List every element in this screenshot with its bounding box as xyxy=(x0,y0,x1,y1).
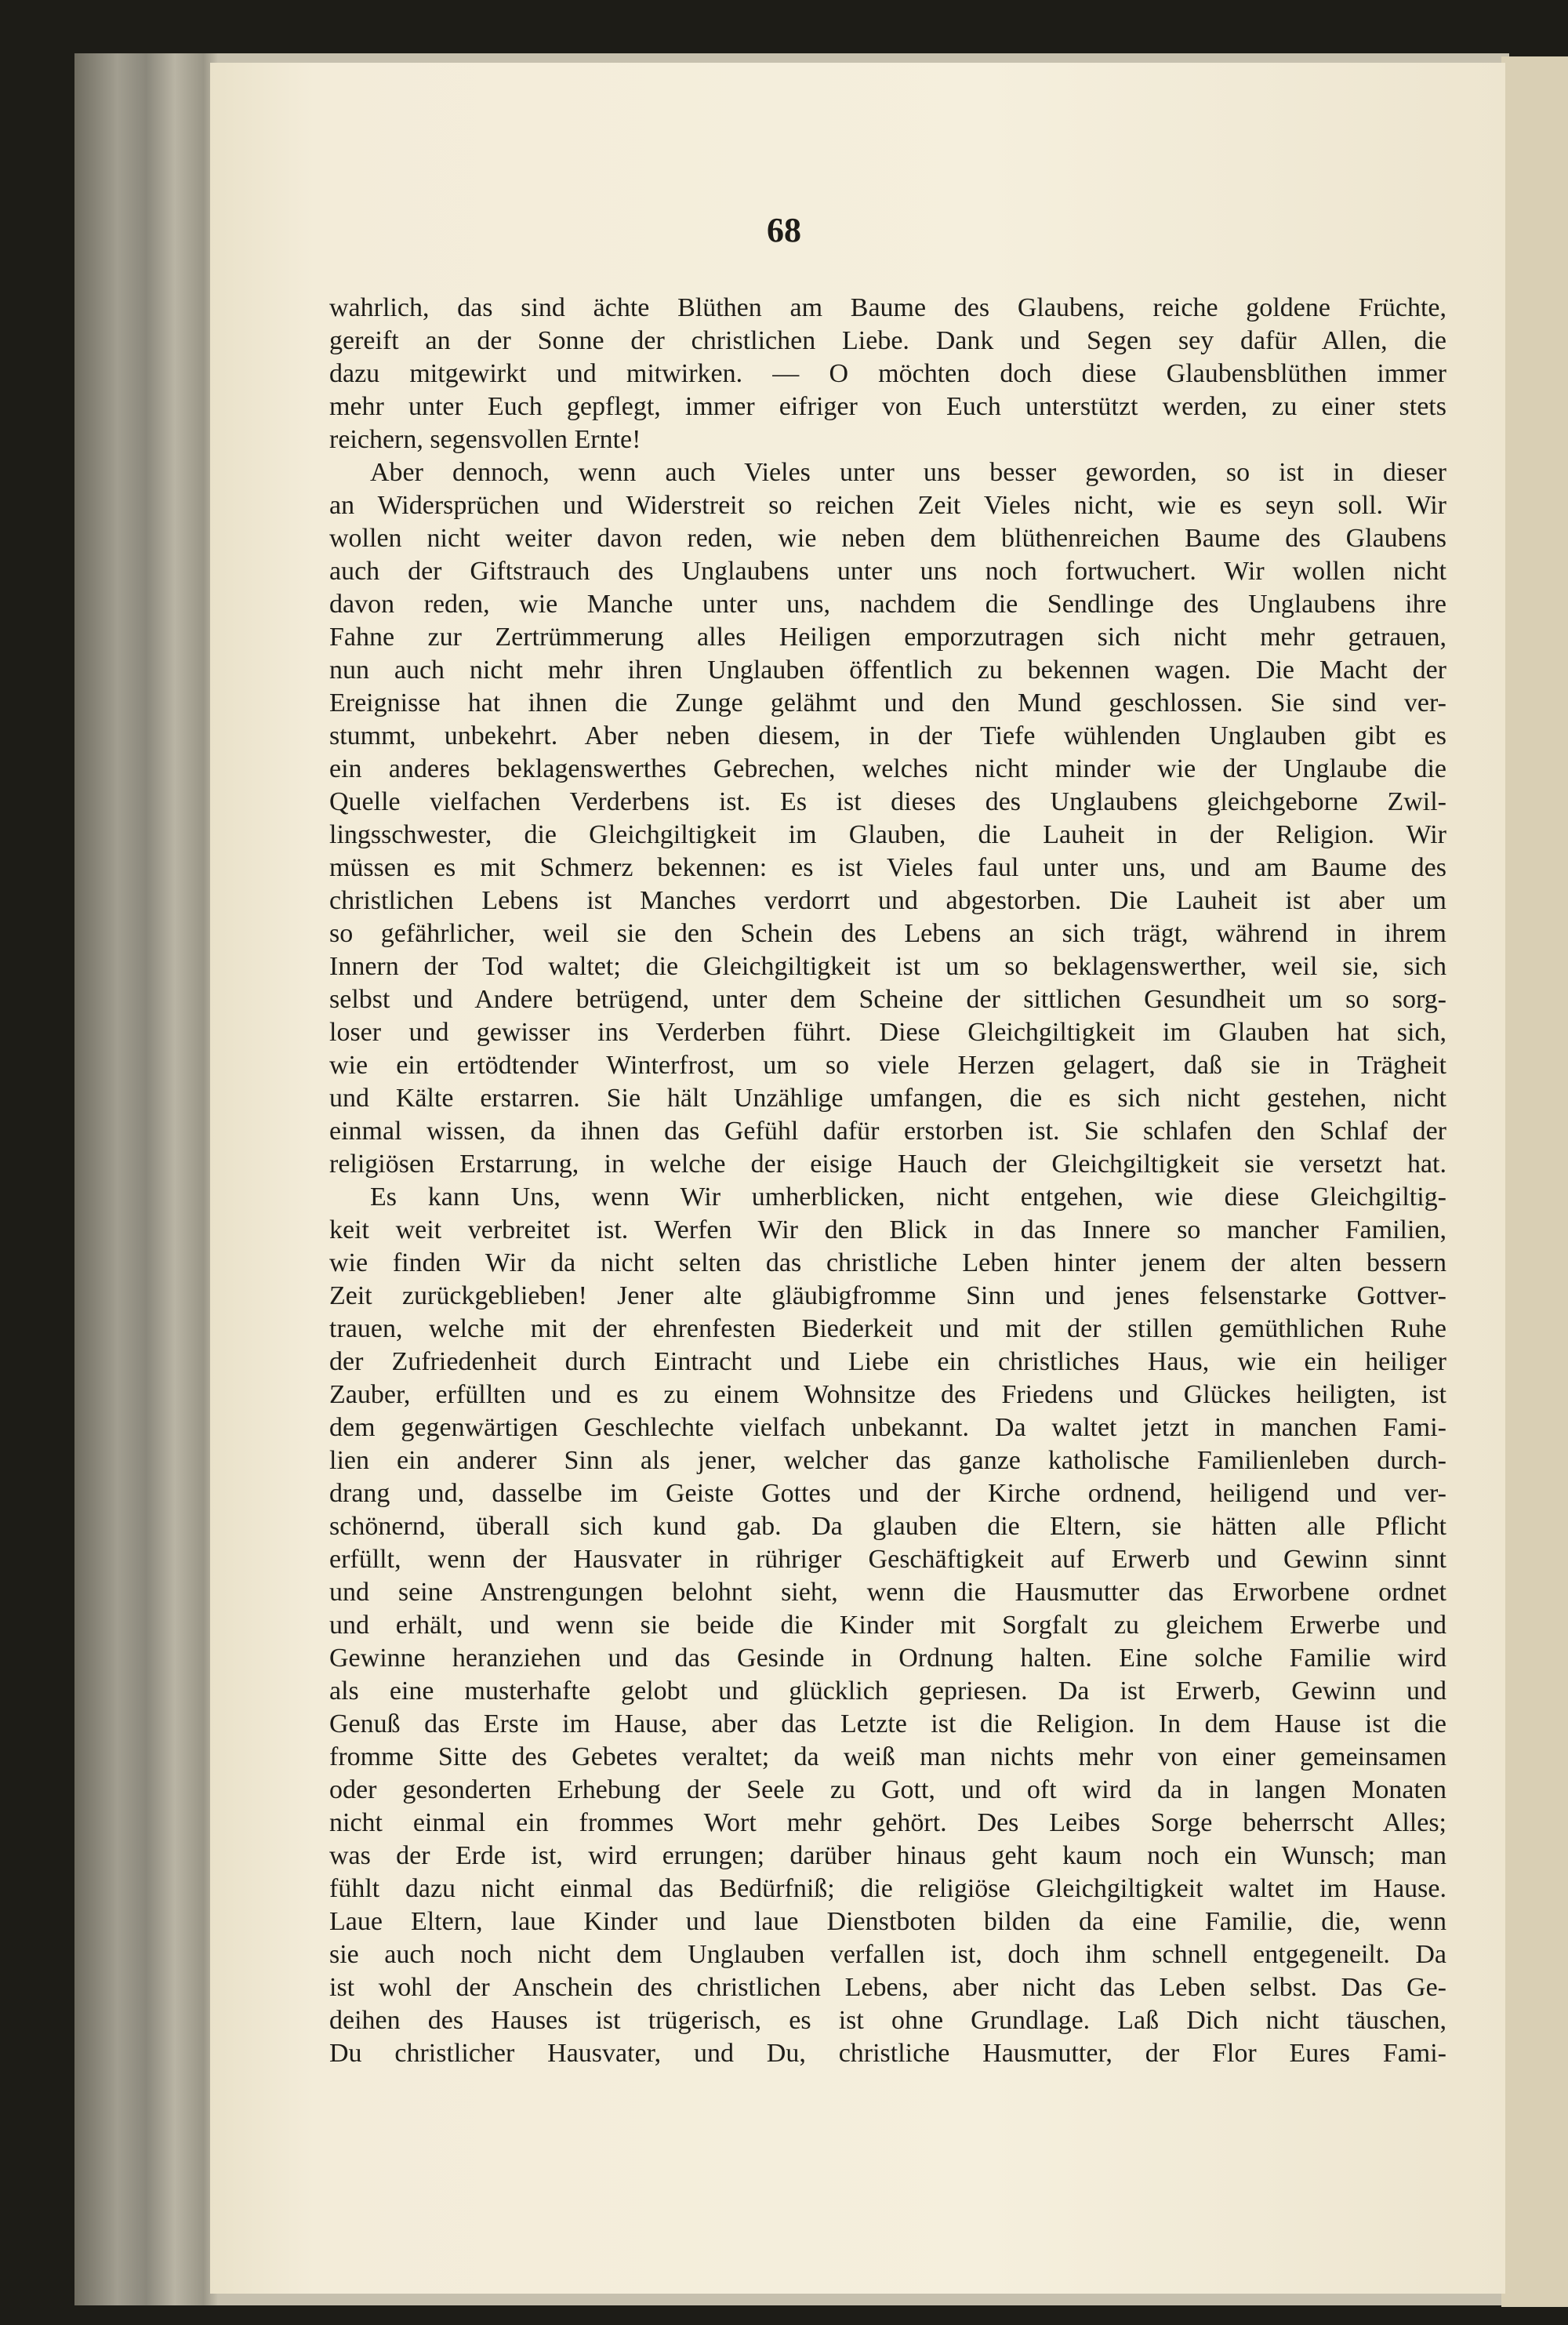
text-line: Du christlicher Hausvater, und Du, christliche Hausmutter, der Flor Eures Fami- xyxy=(329,2039,1446,2068)
facing-page-edge xyxy=(1501,56,1568,2307)
text-line: nicht einmal ein frommes Wort mehr gehört. Des Leibes Sorge beherrscht Alles; xyxy=(329,1808,1446,1837)
text-line: wie finden Wir da nicht selten das christliche Leben hinter jenem der alten bessern xyxy=(329,1248,1446,1277)
text-line: so gefährlicher, weil sie den Schein des Lebens an sich trägt, während in ihrem xyxy=(329,919,1446,948)
text-line: Aber dennoch, wenn auch Vieles unter uns besser geworden, so ist in dieser xyxy=(370,458,1446,487)
text-line: müssen es mit Schmerz bekennen: es ist Vieles faul unter uns, und am Baume des xyxy=(329,853,1446,882)
text-line: Innern der Tod waltet; die Gleichgiltigkeit ist um so beklagenswerther, weil sie, sich xyxy=(329,952,1446,981)
text-line: Es kann Uns, wenn Wir umherblicken, nicht entgehen, wie diese Gleichgiltig- xyxy=(370,1182,1446,1212)
text-line: ein anderes beklagenswerthes Gebrechen, welches nicht minder wie der Unglaube die xyxy=(329,754,1446,783)
text-line: und seine Anstrengungen belohnt sieht, wenn die Hausmutter das Erworbene ordnet xyxy=(329,1578,1446,1607)
paragraph xyxy=(329,1181,1446,2070)
text-line: Quelle vielfachen Verderbens ist. Es ist dieses des Unglaubens gleichgeborne Zwil- xyxy=(329,787,1446,816)
text-line: Zeit zurückgeblieben! Jener alte gläubigfromme Sinn und jenes felsenstarke Gottver- xyxy=(329,1281,1446,1310)
text-line: oder gesonderten Erhebung der Seele zu Gott, und oft wird da in langen Monaten xyxy=(329,1775,1446,1804)
text-line: und Kälte erstarren. Sie hält Unzählige umfangen, die es sich nicht gestehen, nicht xyxy=(329,1084,1446,1113)
text-line: Fahne zur Zertrümmerung alles Heiligen emporzutragen sich nicht mehr getrauen, xyxy=(329,623,1446,652)
page-number: 68 xyxy=(767,211,801,249)
text-line: Zauber, erfüllten und es zu einem Wohnsitze des Friedens und Glückes heiligten, ist xyxy=(329,1380,1446,1409)
paragraph xyxy=(329,292,1446,456)
text-line: fromme Sitte des Gebetes veraltet; da weiß man nichts mehr von einer gemeinsamen xyxy=(329,1742,1446,1771)
text-line: der Zufriedenheit durch Eintracht und Liebe ein christliches Haus, wie ein heiliger xyxy=(329,1347,1446,1376)
text-line: an Widersprüchen und Widerstreit so reichen Zeit Vieles nicht, wie es seyn soll. Wir xyxy=(329,491,1446,520)
text-line: Laue Eltern, laue Kinder und laue Dienstboten bilden da eine Familie, die, wenn xyxy=(329,1907,1446,1936)
text-line: und erhält, und wenn sie beide die Kinder mit Sorgfalt zu gleichem Erwerbe und xyxy=(329,1611,1446,1640)
text-line: wollen nicht weiter davon reden, wie neben dem blüthenreichen Baume des Glaubens xyxy=(329,524,1446,553)
text-line: was der Erde ist, wird errungen; darüber hinaus geht kaum noch ein Wunsch; man xyxy=(329,1841,1446,1870)
text-line: keit weit verbreitet ist. Werfen Wir den Blick in das Innere so mancher Familien, xyxy=(329,1215,1446,1244)
text-line: selbst und Andere betrügend, unter dem Scheine der sittlichen Gesundheit um so sorg- xyxy=(329,985,1446,1014)
text-line: Ereignisse hat ihnen die Zunge gelähmt und den Mund geschlossen. Sie sind ver- xyxy=(329,688,1446,717)
text-line: sie auch noch nicht dem Unglauben verfallen ist, doch ihm schnell entgegeneilt. Da xyxy=(329,1940,1446,1969)
text-line: lingsschwester, die Gleichgiltigkeit im Glauben, die Lauheit in der Religion. Wir xyxy=(329,820,1446,849)
text-line: als eine musterhafte gelobt und glücklich gepriesen. Da ist Erwerb, Gewinn und xyxy=(329,1677,1446,1706)
text-line: dazu mitgewirkt und mitwirken. — O möchten doch diese Glaubensblüthen immer xyxy=(329,359,1446,388)
text-line: drang und, dasselbe im Geiste Gottes und der Kirche ordnend, heiligend und ver- xyxy=(329,1479,1446,1508)
text-line: nun auch nicht mehr ihren Unglauben öffentlich zu bekennen wagen. Die Macht der xyxy=(329,656,1446,685)
text-line: auch der Giftstrauch des Unglaubens unter uns noch fortwuchert. Wir wollen nicht xyxy=(329,557,1446,586)
text-line: wahrlich, das sind ächte Blüthen am Baume des Glaubens, reiche goldene Früchte, xyxy=(329,293,1446,322)
text-line: davon reden, wie Manche unter uns, nachdem die Sendlinge des Unglaubens ihre xyxy=(329,590,1446,619)
text-line: wie ein ertödtender Winterfrost, um so viele Herzen gelagert, daß sie in Trägheit xyxy=(329,1051,1446,1080)
text-line: schönernd, überall sich kund gab. Da glauben die Eltern, sie hätten alle Pflicht xyxy=(329,1512,1446,1541)
text-line: reichern, segensvollen Ernte! xyxy=(329,425,641,454)
text-line: fühlt dazu nicht einmal das Bedürfniß; die religiöse Gleichgiltigkeit waltet im Hause. xyxy=(329,1874,1446,1903)
text-line: stummt, unbekehrt. Aber neben diesem, in der Tiefe wühlenden Unglauben gibt es xyxy=(329,721,1446,750)
text-line: deihen des Hauses ist trügerisch, es ist ohne Grundlage. Laß Dich nicht täuschen, xyxy=(329,2006,1446,2035)
text-line: mehr unter Euch gepflegt, immer eifriger von Euch unterstützt werden, zu einer stets xyxy=(329,392,1446,421)
text-line: lien ein anderer Sinn als jener, welcher das ganze katholische Familienleben durch- xyxy=(329,1446,1446,1475)
text-line: gereift an der Sonne der christlichen Liebe. Dank und Segen sey dafür Allen, die xyxy=(329,326,1446,355)
text-line: ist wohl der Anschein des christlichen Lebens, aber nicht das Leben selbst. Das Ge- xyxy=(329,1973,1446,2002)
text-line: trauen, welche mit der ehrenfesten Biederkeit und mit der stillen gemüthlichen Ruhe xyxy=(329,1314,1446,1343)
text-line: Gewinne heranziehen und das Gesinde in Ordnung halten. Eine solche Familie wird xyxy=(329,1644,1446,1673)
text-line: Genuß das Erste im Hause, aber das Letzte ist die Religion. In dem Hause ist die xyxy=(329,1709,1446,1738)
text-line: dem gegenwärtigen Geschlechte vielfach unbekannt. Da waltet jetzt in manchen Fami- xyxy=(329,1413,1446,1442)
text-line: christlichen Lebens ist Manches verdorrt und abgestorben. Die Lauheit ist aber um xyxy=(329,886,1446,915)
paragraph xyxy=(329,456,1446,1181)
text-line: erfüllt, wenn der Hausvater in rühriger Geschäftigkeit auf Erwerb und Gewinn sinnt xyxy=(329,1545,1446,1574)
text-line: einmal wissen, da ihnen das Gefühl dafür erstorben ist. Sie schlafen den Schlaf der xyxy=(329,1117,1446,1146)
page-body-text xyxy=(329,292,1446,2070)
text-line: loser und gewisser ins Verderben führt. Diese Gleichgiltigkeit im Glauben hat sich, xyxy=(329,1018,1446,1047)
text-line: religiösen Erstarrung, in welche der eisige Hauch der Gleichgiltigkeit sie versetzt hat. xyxy=(329,1150,1446,1179)
